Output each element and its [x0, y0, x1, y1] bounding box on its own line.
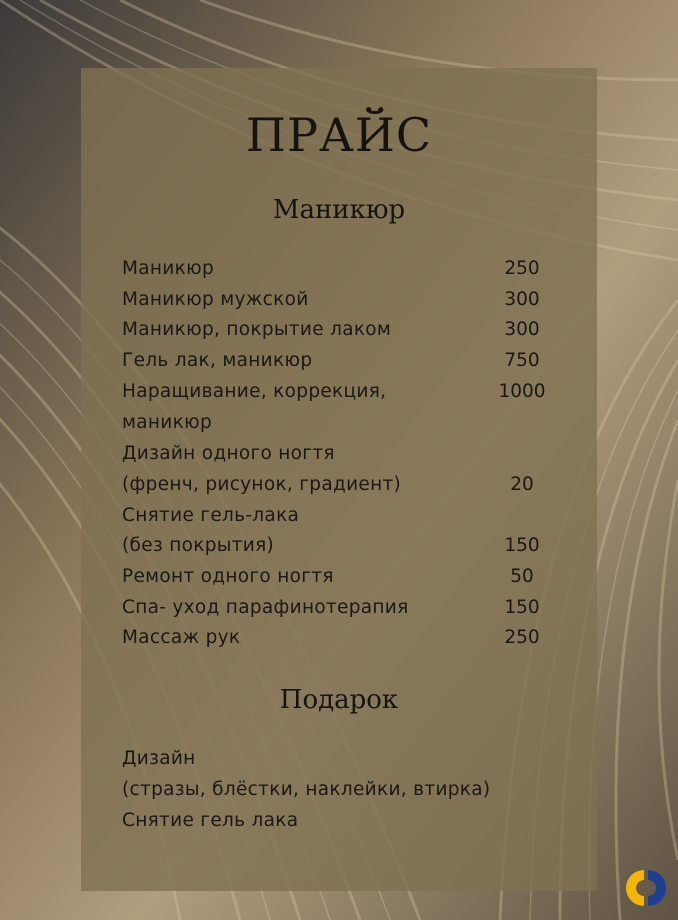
price-row: [122, 439, 562, 469]
gift-row: [122, 775, 562, 805]
price-row: [122, 315, 562, 345]
gift-row: [122, 806, 562, 836]
service-name: Спа- уход парафинотерапия: [122, 597, 409, 618]
service-price: 1000: [498, 381, 546, 402]
gift-item-name: (стразы, блёстки, наклейки, втирка): [122, 779, 491, 800]
service-name: Гель лак, маникюр: [122, 350, 313, 371]
price-row: [122, 470, 562, 500]
service-name: Массаж рук: [122, 627, 241, 648]
price-row: [122, 346, 562, 376]
service-price: 150: [504, 535, 540, 556]
service-name: (френч, рисунок, градиент): [122, 474, 402, 495]
section-title-gift: Подарок: [279, 685, 399, 715]
service-name: Наращивание, коррекция,: [122, 381, 387, 402]
service-name: (без покрытия): [122, 535, 275, 556]
price-row: [122, 531, 562, 561]
price-row: [122, 285, 562, 315]
page-title: ПРАЙС: [245, 108, 433, 162]
gift-item-name: Дизайн: [122, 748, 196, 769]
price-row: [122, 593, 562, 623]
price-row: [122, 623, 562, 653]
price-row: [122, 562, 562, 592]
service-name: Ремонт одного ногтя: [122, 566, 334, 587]
brand-logo-icon: [622, 862, 674, 914]
price-row: [122, 501, 562, 531]
service-price: 50: [510, 566, 534, 587]
price-row: [122, 408, 562, 438]
section-title-manicure: Маникюр: [272, 195, 406, 225]
service-name: Дизайн одного ногтя: [122, 443, 335, 464]
service-price: 250: [504, 627, 540, 648]
price-row: [122, 377, 562, 407]
gift-item-name: Снятие гель лака: [122, 810, 299, 831]
service-price: 150: [504, 597, 540, 618]
service-price: 20: [510, 474, 534, 495]
service-price: 300: [504, 319, 540, 340]
gift-row: [122, 744, 562, 774]
service-price: 300: [504, 289, 540, 310]
service-name: Маникюр мужской: [122, 289, 309, 310]
service-price: 750: [504, 350, 540, 371]
service-price: 250: [504, 258, 540, 279]
service-name: Маникюр: [122, 258, 215, 279]
service-name: Снятие гель-лака: [122, 505, 300, 526]
service-name: Маникюр, покрытие лаком: [122, 319, 392, 340]
price-row: [122, 254, 562, 284]
service-name: маникюр: [122, 412, 213, 433]
